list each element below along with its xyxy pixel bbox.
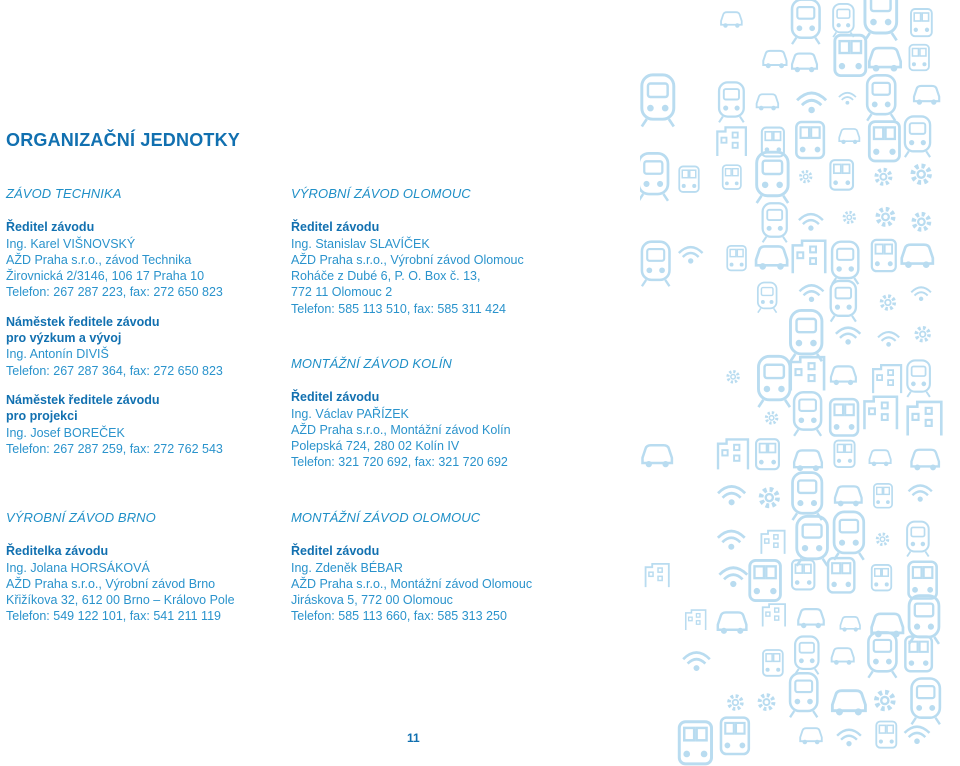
- bus-icon: [874, 484, 892, 508]
- role-label: Ředitel závodu: [291, 220, 380, 235]
- car-icon: [839, 129, 859, 144]
- gear-icon: [728, 372, 739, 383]
- car-icon: [798, 609, 823, 628]
- role-label: Náměstek ředitele závodu: [6, 314, 160, 329]
- train-icon: [763, 203, 787, 242]
- gear-icon: [801, 171, 811, 181]
- building-icon: [686, 610, 706, 630]
- building-icon: [718, 439, 748, 469]
- train-icon: [790, 673, 817, 717]
- building-icon: [908, 402, 942, 436]
- address-line: Křižíkova 32, 612 00 Brno – Královo Pole: [6, 593, 235, 608]
- page-number: 11: [407, 731, 420, 745]
- train-icon: [867, 75, 895, 120]
- train-icon: [907, 522, 929, 557]
- section-title: VÝROBNÍ ZÁVOD BRNO: [6, 510, 156, 525]
- building-icon: [717, 127, 746, 156]
- section-vyrobni-zavod-olomouc: [291, 186, 524, 317]
- role-label: Ředitelka závodu: [6, 544, 109, 559]
- signal-icon: [719, 568, 747, 587]
- car-icon: [718, 612, 747, 633]
- train-icon: [832, 242, 858, 284]
- person-name: Ing. Václav PAŘÍZEK: [291, 406, 409, 421]
- person-name: Ing. Stanislav SLAVÍČEK: [291, 236, 430, 251]
- train-icon: [640, 153, 668, 200]
- car-icon: [869, 48, 900, 71]
- bus-icon: [909, 45, 929, 71]
- car-icon: [757, 94, 779, 110]
- bus-icon: [830, 399, 858, 435]
- train-icon: [868, 632, 896, 677]
- train-icon: [757, 152, 788, 203]
- train-icon: [865, 0, 897, 40]
- train-icon: [833, 4, 854, 37]
- person-name: Ing. Antonín DIVIŠ: [6, 347, 109, 362]
- bus-icon: [830, 160, 853, 190]
- car-icon: [902, 245, 933, 268]
- bus-icon: [872, 240, 896, 271]
- signal-icon: [878, 332, 899, 346]
- signal-icon: [800, 285, 824, 301]
- building-icon: [864, 397, 896, 429]
- car-icon: [721, 12, 742, 27]
- gear-icon: [766, 413, 777, 424]
- car-icon: [800, 728, 822, 744]
- transport-icon-pattern: [640, 0, 960, 766]
- train-icon: [793, 473, 822, 520]
- building-icon: [873, 365, 901, 393]
- car-icon: [840, 617, 860, 631]
- section-title: ZÁVOD TECHNIKA: [6, 186, 122, 201]
- building-icon: [761, 531, 784, 554]
- gear-icon: [882, 296, 895, 309]
- bus-icon: [835, 35, 866, 75]
- signal-icon: [836, 328, 860, 345]
- train-icon: [834, 512, 864, 560]
- phone-line: Telefon: 585 113 660, fax: 585 313 250: [291, 609, 507, 624]
- address-line: AŽD Praha s.r.o., závod Technika: [6, 252, 192, 267]
- role-label: Ředitel závodu: [6, 220, 95, 235]
- car-icon: [914, 86, 939, 104]
- bus-icon: [834, 441, 854, 468]
- signal-icon: [797, 93, 826, 113]
- building-icon: [791, 357, 824, 390]
- train-icon: [797, 516, 828, 566]
- car-icon: [832, 648, 854, 664]
- section-zavod-technika: [6, 186, 223, 457]
- person-name: Ing. Jolana HORSÁKOVÁ: [6, 560, 150, 575]
- phone-line: Telefon: 267 287 259, fax: 272 762 543: [6, 441, 223, 456]
- page-title: ORGANIZAČNÍ JEDNOTKY: [6, 130, 241, 150]
- car-icon: [763, 51, 786, 68]
- building-icon: [646, 564, 669, 587]
- bus-icon: [792, 560, 814, 589]
- signal-icon: [683, 653, 710, 671]
- role-label: pro projekci: [6, 409, 78, 424]
- address-line: AŽD Praha s.r.o., Montážní závod Kolín: [291, 422, 511, 437]
- building-icon: [763, 604, 785, 626]
- signal-icon: [718, 486, 745, 504]
- bus-icon: [796, 122, 824, 158]
- phone-line: Telefon: 549 122 101, fax: 541 211 119: [6, 609, 221, 624]
- building-icon: [793, 241, 825, 273]
- phone-line: Telefon: 267 287 364, fax: 272 650 823: [6, 363, 223, 378]
- signal-icon: [839, 93, 856, 105]
- gear-icon: [761, 489, 778, 506]
- train-icon: [795, 637, 818, 675]
- gear-icon: [844, 212, 854, 222]
- role-label: pro výzkum a vývoj: [6, 331, 122, 346]
- train-icon: [831, 281, 856, 322]
- address-line: AŽD Praha s.r.o., Montážní závod Olomouc: [291, 576, 533, 591]
- address-line: Jiráskova 5, 772 00 Olomouc: [291, 593, 453, 608]
- car-icon: [794, 450, 822, 470]
- section-vyrobni-zavod-brno: [6, 510, 235, 625]
- gear-icon: [916, 328, 929, 341]
- person-name: Ing. Karel VIŠNOVSKÝ: [6, 236, 136, 251]
- signal-icon: [909, 486, 932, 502]
- car-icon: [832, 691, 865, 715]
- train-icon: [905, 116, 930, 157]
- section-montazni-zavod-olomouc: [291, 510, 532, 625]
- car-icon: [792, 54, 817, 72]
- train-icon: [719, 82, 744, 122]
- bus-icon: [905, 637, 932, 672]
- section-title: MONTÁŽNÍ ZÁVOD OLOMOUC: [291, 510, 481, 525]
- role-label: Ředitel závodu: [291, 390, 380, 405]
- bus-icon: [909, 562, 937, 599]
- section-montazni-zavod-kolin: [291, 356, 511, 471]
- train-icon: [790, 310, 821, 361]
- signal-icon: [799, 214, 823, 230]
- address-line: Žirovnická 2/3146, 106 17 Praha 10: [6, 269, 205, 284]
- section-title: MONTÁŽNÍ ZÁVOD KOLÍN: [291, 356, 452, 371]
- train-icon: [912, 679, 940, 725]
- bus-icon: [756, 439, 779, 469]
- bus-icon: [679, 722, 711, 764]
- signal-icon: [911, 287, 931, 300]
- person-name: Ing. Zdeněk BÉBAR: [291, 560, 403, 575]
- bus-icon: [721, 718, 749, 754]
- phone-line: Telefon: 267 287 223, fax: 272 650 823: [6, 285, 223, 300]
- gear-icon: [877, 534, 888, 545]
- signal-icon: [905, 727, 930, 744]
- gear-icon: [876, 692, 893, 709]
- gear-icon: [913, 166, 930, 183]
- gear-icon: [729, 696, 742, 709]
- car-icon: [756, 246, 787, 269]
- bus-icon: [723, 165, 741, 189]
- bus-icon: [828, 558, 854, 592]
- address-line: AŽD Praha s.r.o., Výrobní závod Brno: [6, 576, 216, 591]
- address-line: 772 11 Olomouc 2: [291, 285, 393, 300]
- train-icon: [758, 356, 789, 407]
- signal-icon: [837, 730, 861, 746]
- gear-icon: [760, 695, 774, 709]
- phone-line: Telefon: 585 113 510, fax: 585 311 424: [291, 301, 506, 316]
- train-icon: [642, 75, 674, 127]
- train-icon: [907, 360, 930, 397]
- bus-icon: [872, 565, 892, 591]
- bus-icon: [911, 9, 932, 36]
- car-icon: [911, 450, 938, 470]
- phone-line: Telefon: 321 720 692, fax: 321 720 692: [291, 455, 508, 470]
- bus-icon: [727, 246, 746, 270]
- address-line: AŽD Praha s.r.o., Výrobní závod Olomouc: [291, 252, 524, 267]
- train-icon: [642, 242, 670, 287]
- car-icon: [869, 450, 890, 466]
- train-icon: [794, 392, 821, 436]
- car-icon: [831, 366, 856, 384]
- signal-icon: [718, 531, 745, 549]
- bus-icon: [876, 722, 896, 748]
- address-line: Polepská 724, 280 02 Kolín IV: [291, 439, 460, 454]
- bus-icon: [869, 122, 899, 161]
- person-name: Ing. Josef BOREČEK: [6, 425, 125, 440]
- car-icon: [835, 486, 862, 505]
- gear-icon: [876, 170, 890, 184]
- gear-icon: [878, 209, 894, 225]
- signal-icon: [679, 247, 703, 263]
- car-icon: [643, 445, 672, 467]
- train-icon: [758, 283, 777, 313]
- train-icon: [792, 0, 820, 44]
- role-label: Ředitel závodu: [291, 544, 380, 559]
- gear-icon: [914, 214, 929, 229]
- bus-icon: [763, 650, 783, 676]
- address-line: Roháče z Dubé 6, P. O. Box č. 13,: [291, 269, 481, 284]
- section-title: VÝROBNÍ ZÁVOD OLOMOUC: [291, 186, 471, 201]
- bus-icon: [750, 560, 781, 600]
- bus-icon: [679, 166, 699, 192]
- role-label: Náměstek ředitele závodu: [6, 392, 160, 407]
